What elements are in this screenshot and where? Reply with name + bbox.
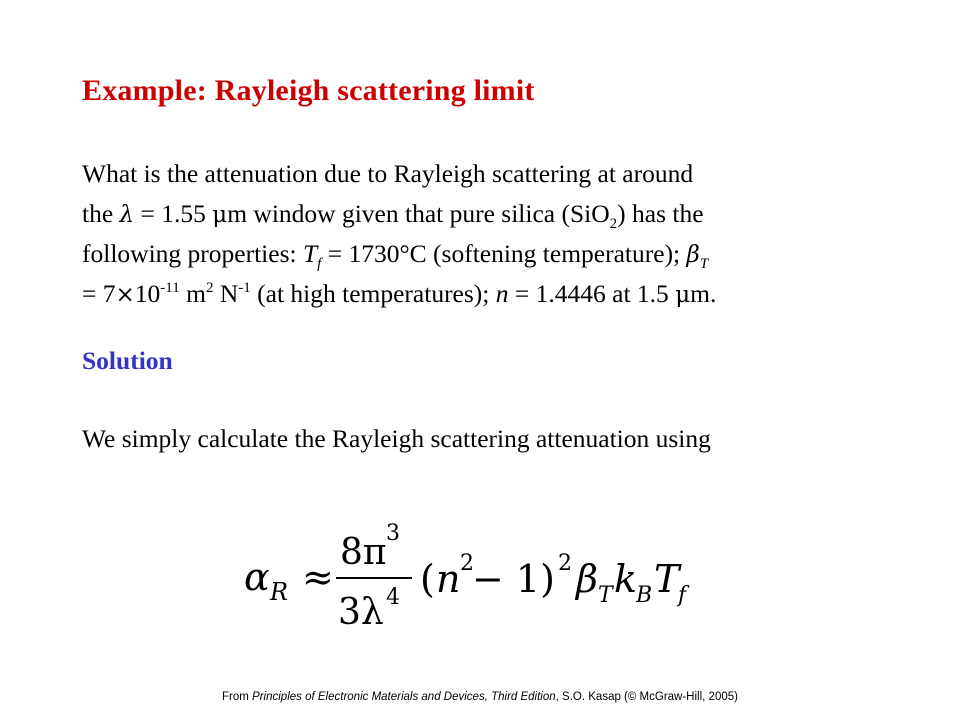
rayleigh-equation — [236, 520, 696, 638]
problem-text: following properties: — [82, 239, 303, 268]
problem-text: (at high temperatures); — [250, 279, 496, 308]
beta-symbol: β — [576, 557, 598, 601]
problem-line-3 — [82, 234, 902, 274]
slide-title: Example: Rayleigh scattering limit — [82, 74, 535, 107]
numerator-exponent: 3 — [386, 521, 400, 546]
n-symbol: n — [436, 557, 461, 601]
approx-symbol: ≈ — [302, 555, 334, 599]
subscript: T — [699, 256, 709, 272]
minus-one: − 1) — [472, 557, 555, 601]
problem-statement — [82, 154, 902, 314]
equation-graphic — [236, 520, 696, 638]
problem-text: m — [179, 279, 206, 308]
problem-text: = 1.4446 at 1.5 — [508, 279, 676, 308]
beta-symbol: β — [686, 242, 700, 268]
lambda-symbol: λ — [119, 202, 135, 228]
subscript-t: T — [598, 583, 613, 608]
problem-text: m window given that pure silica (SiO — [227, 199, 610, 228]
times-symbol: × — [115, 282, 135, 308]
problem-text: ) has the — [617, 199, 704, 228]
mu-symbol: μ — [212, 202, 228, 228]
problem-text: What is the attenuation due to Rayleigh scattering at around — [82, 159, 694, 188]
denominator: 3λ — [338, 592, 384, 633]
problem-line-2 — [82, 194, 902, 234]
superscript: -11 — [160, 280, 180, 296]
problem-text: = 1.55 — [134, 199, 213, 228]
citation — [0, 691, 960, 703]
solution-heading: Solution — [82, 346, 173, 375]
temperature-symbol: T — [302, 239, 318, 268]
outer-exponent: 2 — [558, 551, 572, 576]
subscript: 2 — [609, 216, 618, 232]
denominator-exponent: 4 — [386, 585, 400, 610]
temperature-t: T — [654, 557, 680, 601]
citation-suffix: , S.O. Kasap (© McGraw-Hill, 2005) — [555, 691, 738, 703]
problem-text: the — [82, 199, 120, 228]
n-exponent: 2 — [460, 551, 474, 576]
alpha-symbol: α — [244, 555, 270, 599]
problem-text: N — [213, 279, 239, 308]
superscript: -1 — [238, 280, 251, 296]
problem-text: m. — [690, 279, 717, 308]
superscript: 2 — [205, 280, 214, 296]
paren-open: ( — [420, 557, 435, 601]
subscript: f — [317, 256, 322, 272]
problem-line-1 — [82, 154, 902, 194]
solution-text: We simply calculate the Rayleigh scattering attenuation using — [82, 424, 711, 453]
problem-line-4 — [82, 274, 902, 314]
subscript-b: B — [636, 583, 653, 608]
citation-prefix: From — [222, 691, 253, 703]
boltzmann-k: k — [614, 557, 638, 601]
problem-text: 10 — [134, 279, 161, 308]
problem-text: = 7 — [82, 279, 116, 308]
subscript-f: f — [678, 583, 687, 608]
citation-book-title: Principles of Electronic Materials and Devices, Third Edition — [252, 691, 556, 703]
subscript-r: R — [270, 578, 289, 606]
numerator: 8π — [340, 532, 387, 573]
mu-symbol: μ — [675, 282, 691, 308]
refractive-index-symbol: n — [495, 279, 509, 308]
problem-text: = 1730°C (softening temperature); — [321, 239, 687, 268]
